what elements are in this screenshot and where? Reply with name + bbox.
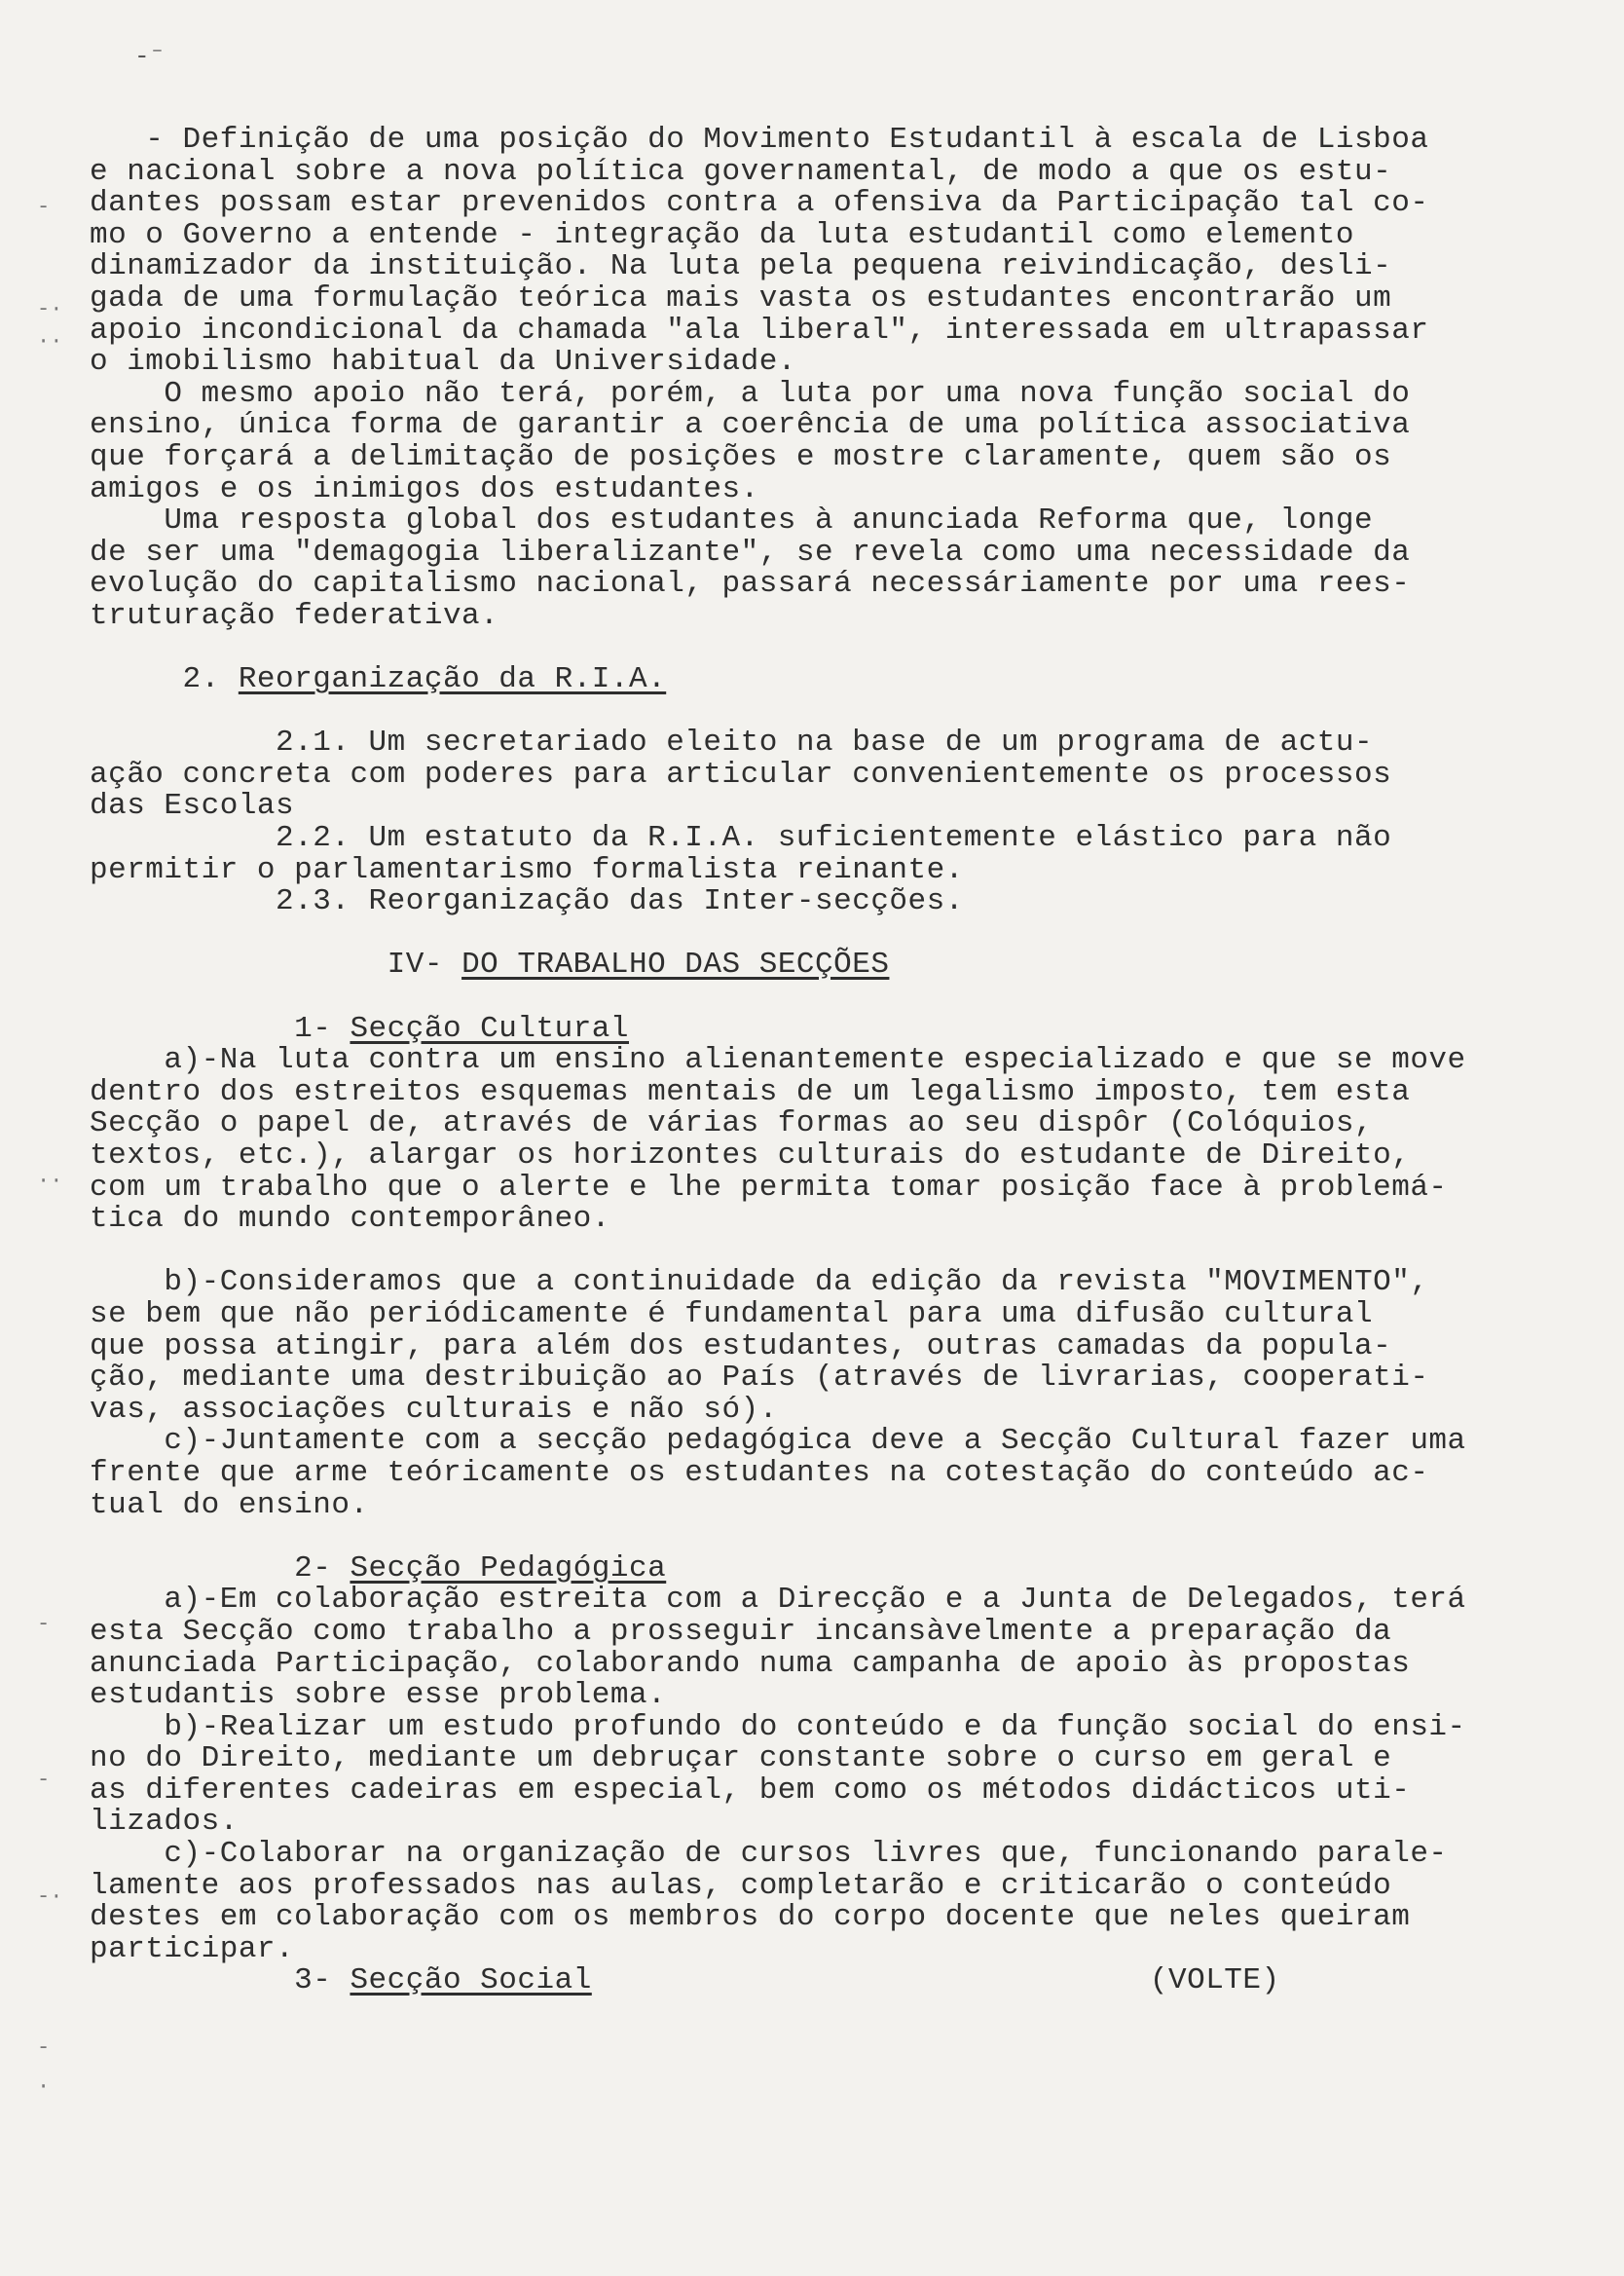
margin-tick: -	[37, 195, 51, 219]
text-line: 2.3. Reorganização das Inter-secções.	[90, 884, 964, 919]
section-heading: Reorganização da R.I.A.	[238, 662, 667, 697]
text-line: vas, associações culturais e não só).	[90, 1392, 778, 1427]
text-line: as diferentes cadeiras em especial, bem como os métodos didácticos uti-	[90, 1772, 1411, 1808]
text-line: IV- DO TRABALHO DAS SECÇÕES	[90, 948, 890, 983]
text-line: frente que arme teóricamente os estudantes na cotestação do conteúdo ac-	[90, 1455, 1429, 1490]
text-line: amigos e os inimigos dos estudantes.	[90, 471, 759, 506]
document-body	[90, 125, 1560, 1997]
text-line: esta Secção como trabalho a prosseguir incansàvelmente a preparação da	[90, 1614, 1392, 1649]
text-line: ção, mediante uma destribuição ao País (através de livrarias, cooperati-	[90, 1361, 1429, 1396]
text-line: ação concreta com poderes para articular convenientemente os processos	[90, 757, 1392, 792]
text-line: anunciada Participação, colaborando numa campanha de apoio às propostas	[90, 1646, 1411, 1681]
corner-mark: -⁻	[134, 42, 166, 71]
text-line: evolução do capitalismo nacional, passará necessáriamente por uma rees-	[90, 567, 1411, 602]
text-line	[90, 633, 1560, 665]
margin-tick: -	[37, 2035, 51, 2060]
margin-tick: -·	[37, 1884, 63, 1909]
text-line: participar.	[90, 1931, 295, 1966]
text-line: 2. Reorganização da R.I.A.	[90, 662, 667, 697]
text-line: 1- Secção Cultural	[90, 1011, 629, 1046]
section-heading: Secção Pedagógica	[350, 1550, 667, 1586]
text-line: das Escolas	[90, 789, 295, 824]
text-line: textos, etc.), alargar os horizontes culturais do estudante de Direito,	[90, 1138, 1411, 1173]
text-line: Secção o papel de, através de várias formas ao seu dispôr (Colóquios,	[90, 1106, 1374, 1141]
text-line: dinamizador da instituição. Na luta pela pequena reivindicação, desli-	[90, 249, 1392, 284]
text-line: - Definição de uma posição do Movimento Estudantil à escala de Lisboa	[90, 123, 1429, 157]
text-line: a)-Em colaboração estreita com a Direcção e a Junta de Delegados, terá	[90, 1583, 1466, 1618]
text-line: c)-Colaborar na organização de cursos livres que, funcionando parale-	[90, 1837, 1448, 1872]
text-line: lizados.	[90, 1805, 239, 1840]
text-line: c)-Juntamente com a secção pedagógica deve a Secção Cultural fazer uma	[90, 1424, 1466, 1459]
text-line: que forçará a delimitação de posições e mostre claramente, quem são os	[90, 439, 1392, 474]
text-line: b)-Consideramos que a continuidade da edição da revista "MOVIMENTO",	[90, 1265, 1429, 1300]
section-heading: Secção Cultural	[350, 1011, 629, 1046]
text-line: O mesmo apoio não terá, porém, a luta por uma nova função social do	[90, 376, 1411, 411]
text-line: 2- Secção Pedagógica	[90, 1550, 667, 1586]
text-line: dentro dos estreitos esquemas mentais de um legalismo imposto, tem esta	[90, 1074, 1411, 1109]
text-line	[90, 696, 1560, 728]
text-line: Uma resposta global dos estudantes à anunciada Reforma que, longe	[90, 504, 1374, 539]
text-line: que possa atingir, para além dos estudantes, outras camadas da popula-	[90, 1328, 1392, 1363]
margin-tick: ··	[37, 329, 63, 354]
margin-tick: ·	[37, 2074, 51, 2099]
text-line: 2.2. Um estatuto da R.I.A. suficientemente elástico para não	[90, 821, 1392, 856]
text-line: destes em colaboração com os membros do corpo docente que neles queiram	[90, 1900, 1411, 1935]
text-line: o imobilismo habitual da Universidade.	[90, 345, 796, 380]
text-line: no do Direito, mediante um debruçar constante sobre o curso em geral e	[90, 1741, 1392, 1776]
text-line	[90, 1521, 1560, 1553]
text-line: tica do mundo contemporâneo.	[90, 1202, 610, 1237]
text-line: com um trabalho que o alerte e lhe permita tomar posição face à problemá-	[90, 1170, 1448, 1205]
text-line: e nacional sobre a nova política governamental, de modo a que os estu-	[90, 154, 1392, 189]
text-line: lamente aos professados nas aulas, completarão e criticarão o conteúdo	[90, 1868, 1392, 1903]
text-line: permitir o parlamentarismo formalista reinante.	[90, 852, 964, 887]
margin-tick: -·	[37, 297, 63, 321]
text-line: truturação federativa.	[90, 598, 499, 633]
text-line	[90, 918, 1560, 951]
text-line: 2.1. Um secretariado eleito na base de um programa de actu-	[90, 726, 1374, 761]
text-line: a)-Na luta contra um ensino alienantemente especializado e que se move	[90, 1043, 1466, 1078]
text-line: dantes possam estar prevenidos contra a ofensiva da Participação tal co-	[90, 186, 1429, 221]
text-line: mo o Governo a entende - integração da luta estudantil como elemento	[90, 217, 1355, 252]
text-line: gada de uma formulação teórica mais vasta os estudantes encontrarão um	[90, 280, 1392, 316]
section-heading: Secção Social	[350, 1963, 592, 1998]
text-line	[90, 982, 1560, 1014]
section-heading: DO TRABALHO DAS SECÇÕES	[461, 948, 890, 983]
text-line: se bem que não periódicamente é fundamental para uma difusão cultural	[90, 1296, 1374, 1331]
margin-tick: -	[37, 1612, 51, 1636]
text-line: 3- Secção Social (VOLTE)	[90, 1963, 1280, 1998]
text-line: de ser uma "demagogia liberalizante", se revela como uma necessidade da	[90, 535, 1411, 570]
text-line	[90, 1236, 1560, 1268]
margin-tick: ··	[37, 1169, 63, 1193]
text-line: estudantis sobre esse problema.	[90, 1678, 667, 1713]
text-line: b)-Realizar um estudo profundo do conteúdo e da função social do ensi-	[90, 1709, 1466, 1744]
text-line: ensino, única forma de garantir a coerência de uma política associativa	[90, 408, 1411, 443]
margin-tick: -	[37, 1768, 51, 1792]
text-line: tual do ensino.	[90, 1487, 369, 1522]
text-line: apoio incondicional da chamada "ala liberal", interessada em ultrapassar	[90, 313, 1429, 348]
